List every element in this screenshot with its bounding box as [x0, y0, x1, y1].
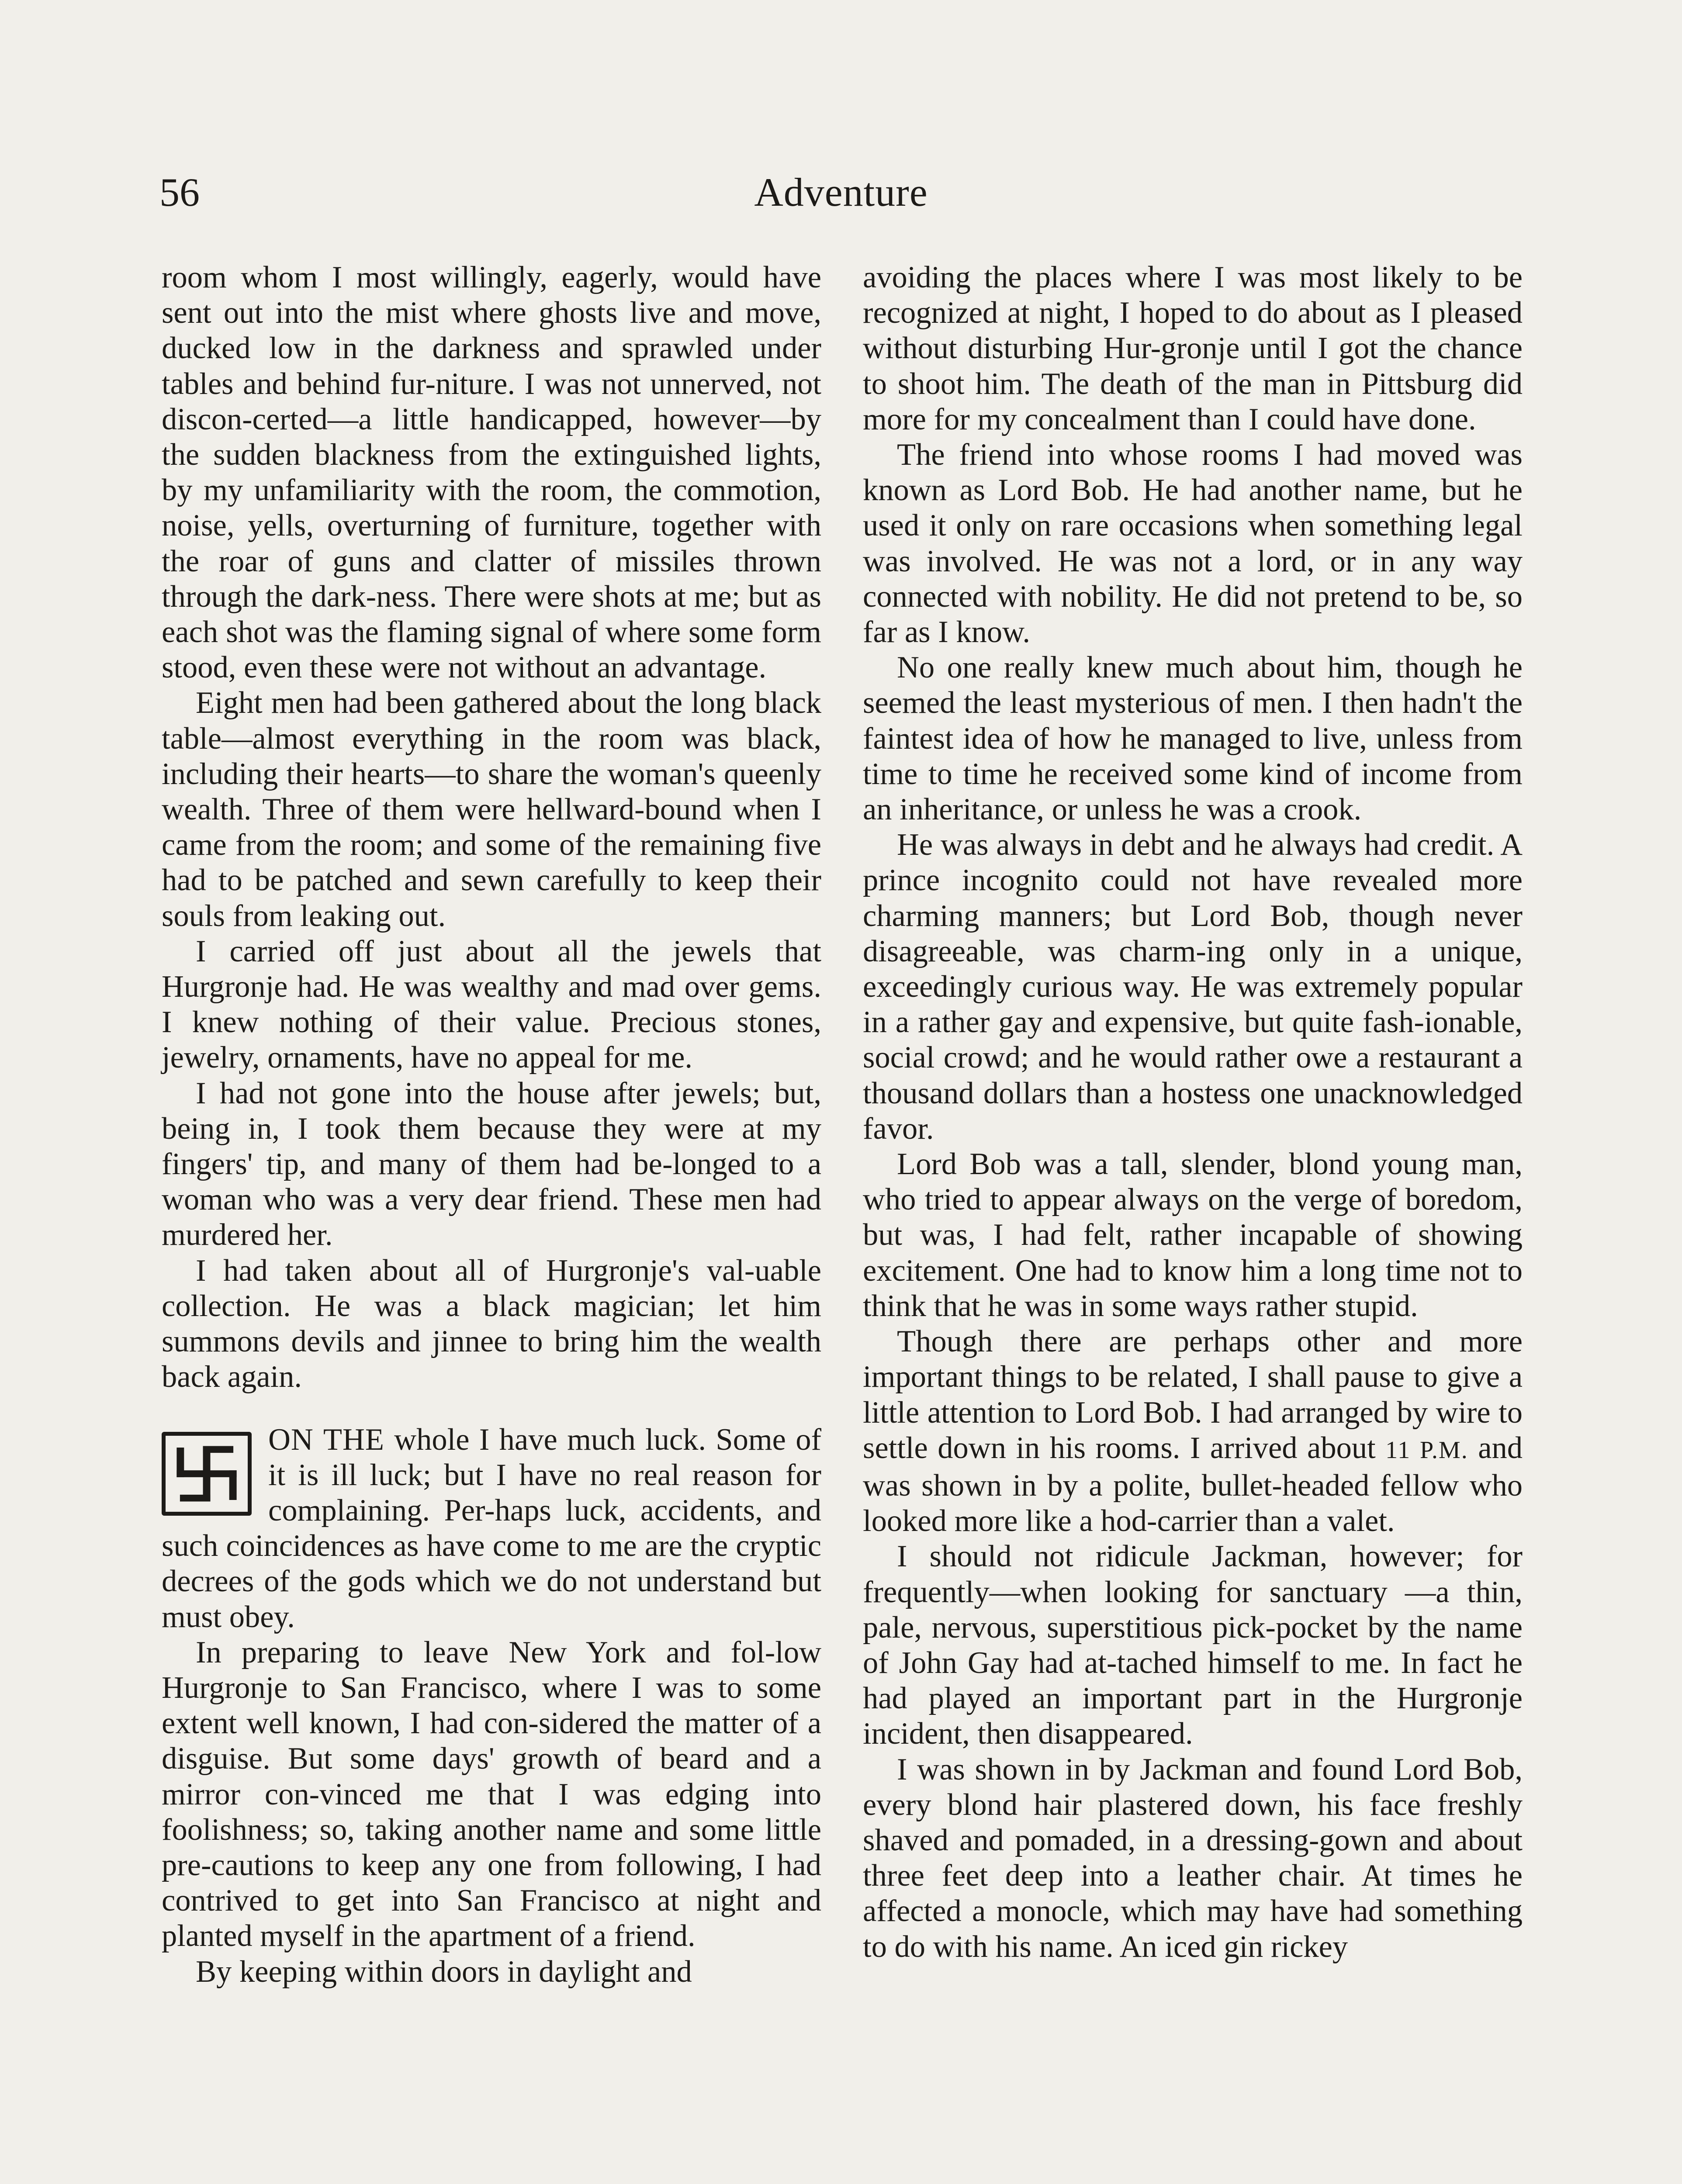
page-number: 56 — [159, 170, 200, 214]
paragraph — [863, 1324, 1523, 1539]
paragraph: I was shown in by Jackman and found Lord Bob, every blond hair plastered down, his face freshly shaved and pomaded, in a dressing-gown and about three feet deep into a leather chair. At times he affected a monocle, which may have had something to do with his name. An iced gin rickey — [863, 1752, 1523, 1964]
text-run: and was shown in by a polite, bullet-headed fellow who looked more like a hod-carrier than a valet. — [863, 1431, 1523, 1538]
paragraph: No one really knew much about him, though he seemed the least mysterious of men. I then hadn't the faintest idea of how he managed to live, unless from time to time he received some kind of income from an inheritance, or unless he was a crook. — [863, 650, 1523, 827]
lead-text: whole I have much luck. Some of it is ill luck; but I have no real reason for complaining. Per-haps luck, accidents, and such coincidences as have come to me are the cryptic decrees of the gods which we do not understand but must obey. — [162, 1422, 822, 1634]
text-run: Though there are perhaps other and more important things to be related, I shall pause to give a little attention to Lord Bob. I had arranged by wire to settle down in his rooms. I arrived about — [863, 1324, 1523, 1465]
paragraph: avoiding the places where I was most likely to be recognized at night, I hoped to do about as I pleased without disturbing Hur-gronje until I got the chance to shoot him. The death of the man in Pittsburg did more for my concealment than I could have done. — [863, 260, 1523, 436]
paragraph: Eight men had been gathered about the long black table—almost everything in the room was black, including their hearts—to share the woman's queenly wealth. Three of them were hellward-bound when I came from the room; and some of the remaining five had to be patched and sewn carefully to keep their souls from leaking out. — [162, 686, 821, 933]
swastika-ornament-icon — [162, 1432, 252, 1516]
paragraph: room whom I most willingly, eagerly, would have sent out into the mist where ghosts live and move, ducked low in the darkness and sprawled under tables and behind fur-niture. I was not unnerved, not discon-certed—a little handicapped, however—by the sudden blackness from the extinguished lights, by my unfamiliarity with the room, the commotion, noise, yells, overturning of furniture, together with the roar of guns and clatter of missiles thrown through the dark-ness. There were shots at me; but as each shot was the flaming signal of where some form stood, even these were not without an advantage. — [162, 260, 821, 685]
running-title: Adventure — [754, 170, 928, 214]
section-break — [162, 1395, 821, 1422]
paragraph: Lord Bob was a tall, slender, blond young man, who tried to appear always on the verge of boredom, but was, I had felt, rather incapable of showing excitement. One had to know him a long time not to think that he was in some ways rather stupid. — [863, 1147, 1523, 1323]
lead-in-caps: ON THE — [268, 1422, 384, 1457]
paragraph: I had taken about all of Hurgronje's val-uable collection. He was a black magician; let him summons devils and jinnee to bring him the wealth back again. — [162, 1253, 821, 1394]
paragraph: He was always in debt and he always had credit. A prince incognito could not have revealed more charming manners; but Lord Bob, though never disagreeable, was charm-ing only in a unique, exceedingly curious way. He was extremely popular in a rather gay and expensive, but quite fash-ionable, social crowd; and he would rather owe a restaurant a thousand dollars than a hostess one unacknowledged favor. — [863, 828, 1523, 1146]
paragraph: I had not gone into the house after jewels; but, being in, I took them because they were at my fingers' tip, and many of them had be-longed to a woman who was a very dear friend. These men had murdered her. — [162, 1076, 821, 1252]
left-column — [162, 260, 821, 1990]
paragraph: By keeping within doors in daylight and — [196, 1954, 692, 1989]
paragraph: I should not ridicule Jackman, however; for frequently—when looking for sanctuary —a thin, pale, nervous, superstitious pick-pocket by the name of John Gay had at-tached himself to me. In fact he had played an important part in the Hurgronje incident, then disappeared. — [863, 1539, 1523, 1751]
paragraph: In preparing to leave New York and fol-low Hurgronje to San Francisco, where I was to some extent well known, I had con-sidered the matter of a disguise. But some days' growth of beard and a mirror con-vinced me that I was edging into foolishness; so, taking another name and some little pre-cautions to keep any one from following, I had contrived to get into San Francisco at night and planted myself in the apartment of a friend. — [162, 1635, 821, 1953]
right-column — [863, 260, 1523, 1965]
time-text: 11 P.M. — [1385, 1436, 1468, 1464]
paragraph: I carried off just about all the jewels that Hurgronje had. He was wealthy and mad over gems. I knew nothing of their value. Precious stones, jewelry, ornaments, have no appeal for me. — [162, 934, 821, 1075]
paragraph: The friend into whose rooms I had moved was known as Lord Bob. He had another name, but he used it only on rare occasions when something legal was involved. He was not a lord, or in any way connected with nobility. He did not pretend to be, so far as I know. — [863, 438, 1523, 650]
page-header — [159, 166, 1523, 227]
ornamental-initial — [162, 1432, 262, 1528]
